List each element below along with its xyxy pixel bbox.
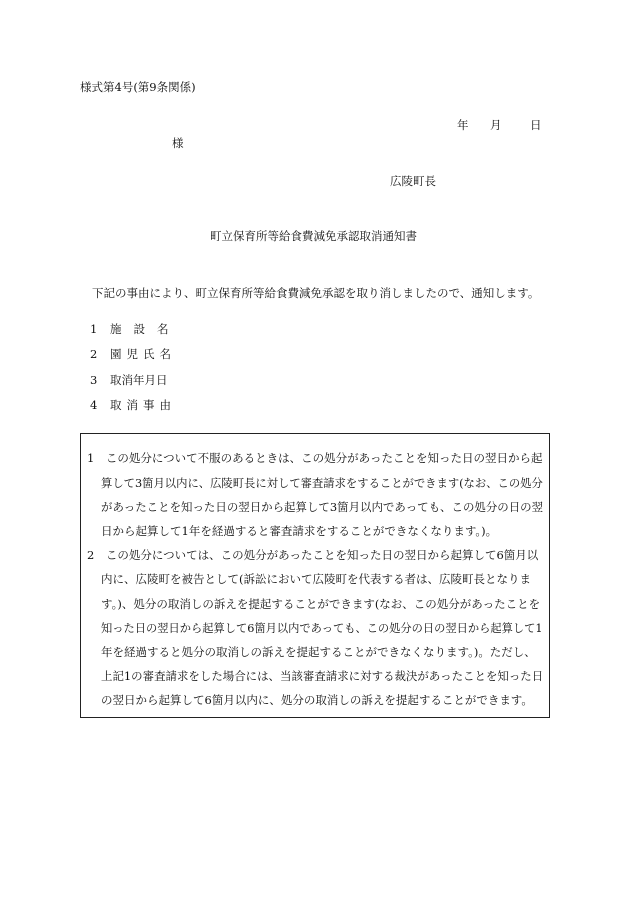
item-label: 施設名 [110,322,181,336]
notice-line: があったことを知った日の翌日から起算して3箇月以内であっても、この処分の日の翌 [101,500,544,514]
notice-line: 2 この処分については、この処分があったことを知った日の翌日から起算して6箇月以 [87,548,539,562]
notice-line: 年を経過すると処分の取消しの訴えを提起することができなくなります。)。ただし、 [101,645,536,659]
form-number-label: 様式第4号(第9条関係) [80,80,196,94]
date-year-label: 年 [457,118,469,132]
date-line [457,120,542,132]
item-number: 1 [90,322,98,336]
issuer-name: 広陵町長 [390,174,436,188]
intro-paragraph: 下記の事由により、町立保育所等給食費減免承認を取り消しましたので、通知します。 [92,286,540,300]
item-label: 取消事由 [110,398,176,412]
date-day-label: 日 [530,118,542,132]
notice-line: 上記1の審査請求をした場合には、当該審査請求に対する裁決があったことを知った日 [101,669,544,683]
list-item-child-name [90,349,176,361]
notice-line: 算して3箇月以内に、広陵町長に対して審査請求をすることができます(なお、この処分 [101,476,543,490]
date-month-label: 月 [490,118,502,132]
list-item-facility-name [90,324,181,336]
notice-line: 内に、広陵町を被告として(訴訟において広陵町を代表する者は、広陵町長となりま [101,572,531,586]
notice-line: 1 この処分について不服のあるときは、この処分があったことを知った日の翌日から起 [87,451,543,465]
list-item-cancel-reason [90,400,176,412]
list-item-cancel-date [90,375,168,387]
appeal-notice-box [80,433,550,718]
item-number: 3 [90,373,98,387]
notice-line: す。)、処分の取消しの訴えを提起することができます(なお、この処分があったことを [101,597,541,611]
document-title: 町立保育所等給食費減免承認取消通知書 [210,229,417,243]
notice-line: 日から起算して1年を経過すると審査請求をすることができなくなります。)。 [101,524,498,538]
notice-line: の翌日から起算して6箇月以内に、処分の取消しの訴えを提起することができます。 [101,693,533,707]
item-number: 4 [90,398,98,412]
notice-line: 知った日の翌日から起算して6箇月以内であっても、この処分の日の翌日から起算して1 [101,621,543,635]
item-label: 取消年月日 [110,373,168,387]
addressee-suffix: 様 [172,136,184,150]
item-label: 園児氏名 [110,347,176,361]
item-number: 2 [90,347,98,361]
